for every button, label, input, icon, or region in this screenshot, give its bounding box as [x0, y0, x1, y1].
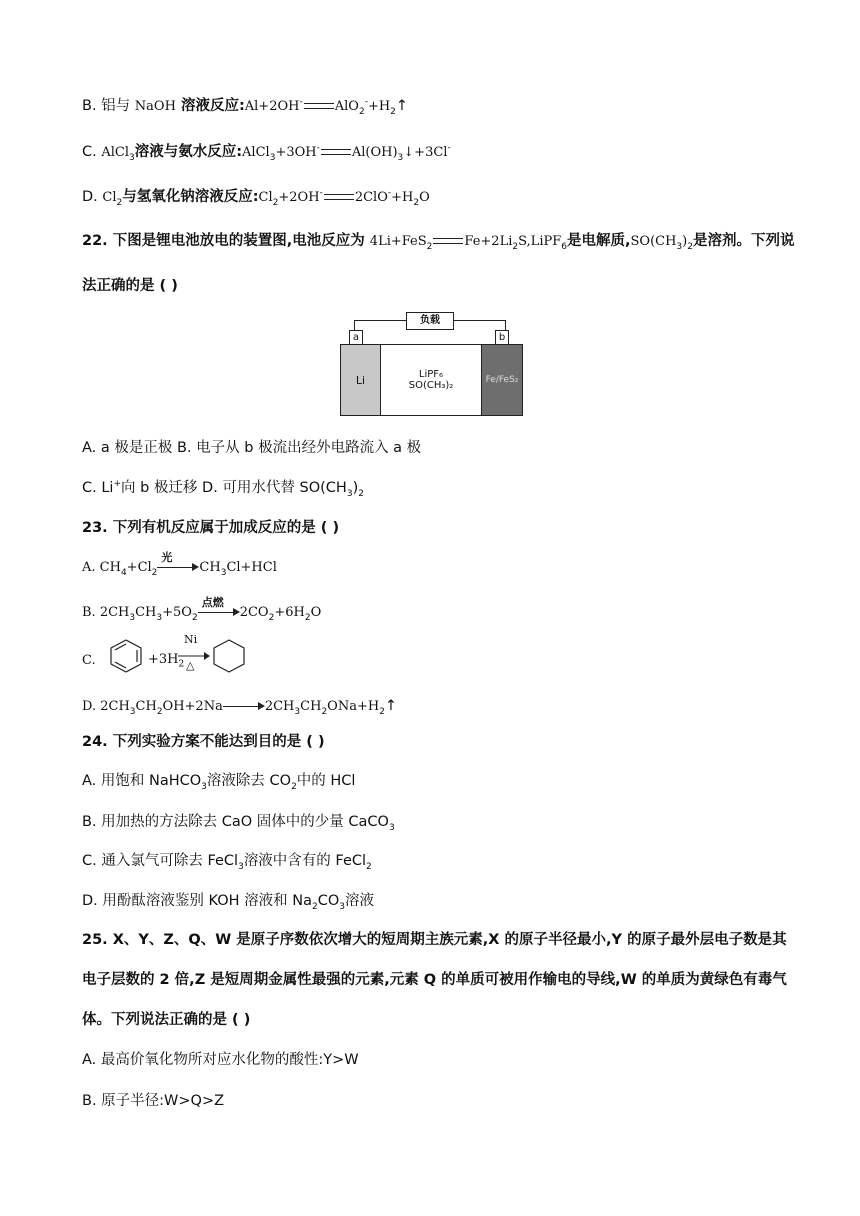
- electrode-label-b: b: [495, 330, 509, 345]
- load-box: 负载: [406, 312, 454, 330]
- electrolyte: LiPF₆ SO(CH₃)₂: [380, 344, 482, 416]
- q23-option-d: D. $2CH_3CH_2OH+2Na$ $2CH_3CH_2ONa+H_2↑$: [82, 698, 398, 717]
- q21-option-d: D. $Cl_2$与氢氧化钠溶液反应$:Cl_2+2OH^-$ $2ClO^-+H_2O$: [82, 188, 430, 208]
- equals-sign: [304, 103, 334, 109]
- q23-option-c: C.: [82, 653, 96, 668]
- cyclohexane-ring-icon: [214, 640, 244, 672]
- q25-option-b: B. 原子半径:W>Q>Z: [82, 1093, 225, 1109]
- q22-stem-line1: 22. 下图是锂电池放电的装置图,电池反应为 4Li+FeS$_2$ $Fe+2Li_2S,LiPF_6$是电解质$,SO(CH_3)_2$是溶剂。下列说: [82, 233, 795, 252]
- battery-diagram: [340, 310, 522, 416]
- q22-options-cd: C. Li+向 b 极迁移 D. 可用水代替 $SO(CH_3)_2$: [82, 479, 364, 499]
- q24-stem: 24. 下列实验方案不能达到目的是 ( ): [82, 734, 325, 750]
- q23-option-a: A. $CH_4+Cl_2$ 光 $CH_3Cl+HCl$: [82, 551, 277, 578]
- catalyst-label: Ni: [184, 633, 198, 646]
- q24-option-a: A. 用饱和 NaHCO$_3$溶液除去 $CO_2$中的 HCl: [82, 773, 356, 792]
- electrode-label-a: a: [349, 330, 363, 345]
- q25-stem-line2: 电子层数的 2 倍,Z 是短周期金属性最强的元素,元素 Q 的单质可被用作输电的导线,W 的单质为黄绿色有毒气: [82, 972, 787, 988]
- heat-label: △: [186, 659, 195, 672]
- q25-option-a: A. 最高价氧化物所对应水化物的酸性:Y>W: [82, 1052, 359, 1068]
- q23-stem: 23. 下列有机反应属于加成反应的是 ( ): [82, 520, 340, 536]
- q21-option-c: C. AlCl$_3$溶液与氨水反应:AlCl$_3$+3OH- $Al(OH)_3↓+3Cl^-$: [82, 143, 451, 163]
- q24-option-c: C. 通入氯气可除去 FeCl$_3$溶液中含有的 FeCl$_2$: [82, 853, 372, 872]
- lithium-electrode: Li: [340, 344, 381, 416]
- q25-stem-line1: 25. X、Y、Z、Q、W 是原子序数依次增大的短周期主族元素,X 的原子半径最小,Y 的原子最外层电子数是其: [82, 932, 787, 948]
- q25-stem-line3: 体。下列说法正确的是 ( ): [82, 1012, 251, 1028]
- q22-options-ab: A. a 极是正极 B. 电子从 b 极流出经外电路流入 a 极: [82, 440, 422, 456]
- q22-stem-line2: 法正确的是 ( ): [82, 278, 178, 294]
- reaction-arrow: 点燃: [198, 607, 240, 617]
- reaction-arrow: 光: [157, 562, 199, 572]
- reaction-arrow: [223, 701, 265, 711]
- fes2-electrode: Fe/FeS₂: [481, 344, 523, 416]
- q24-option-d: D. 用酚酞溶液鉴别 KOH 溶液和 $Na_2CO_3$溶液: [82, 893, 374, 912]
- q24-option-b: B. 用加热的方法除去 CaO 固体中的少量 CaCO$_3$: [82, 814, 395, 833]
- hydrogen-reactant: $+3H_2$: [148, 652, 185, 670]
- q21-option-b: B. 铝与 NaOH 溶液反应:Al+2OH- $AlO_2^-+H_2↑$: [82, 97, 409, 117]
- q23-option-b: B. $2CH_3CH_3+5O_2$ 点燃 $2CO_2+6H_2O$: [82, 596, 322, 623]
